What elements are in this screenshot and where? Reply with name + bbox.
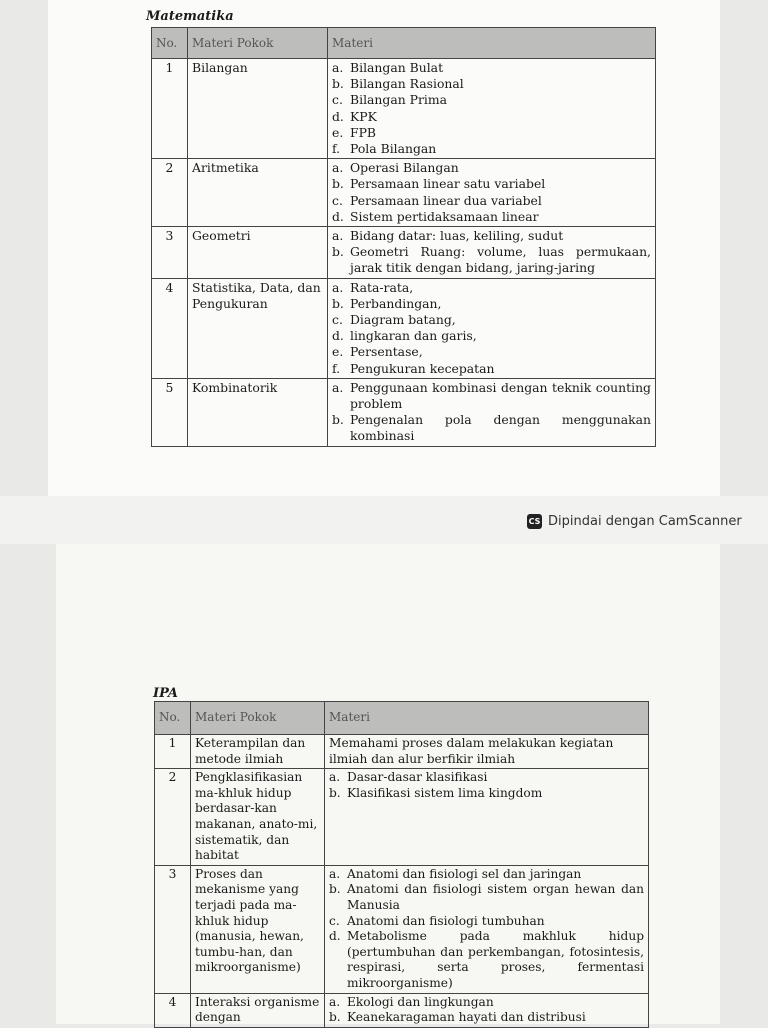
item-text: Bilangan Prima <box>350 92 447 108</box>
item-text: Pengukuran kecepatan <box>350 360 495 376</box>
table-row <box>152 159 656 227</box>
list-item <box>332 209 651 225</box>
materi-cell <box>325 865 649 993</box>
list-item <box>332 312 651 328</box>
materi-pokok-cell: Pengklasifikasian ma-khluk hidup berdasar-kan makanan, anato-mi, sistematik, dan habitat <box>191 769 325 866</box>
camscanner-text: Dipindai dengan CamScanner <box>548 513 742 529</box>
item-text: Bilangan Rasional <box>350 76 464 92</box>
item-letter: d. <box>329 929 341 944</box>
item-text: Operasi Bilangan <box>350 160 459 176</box>
item-text: Pengenalan pola dengan menggunakan kombinasi <box>350 412 651 444</box>
item-letter: d. <box>332 328 344 344</box>
materi-pokok-cell: Keterampilan dan metode ilmiah <box>191 735 325 769</box>
list-item <box>329 995 644 1011</box>
list-item <box>332 141 651 157</box>
row-number: 4 <box>152 278 188 378</box>
item-text: Bilangan Bulat <box>350 60 444 75</box>
item-letter: e. <box>332 124 344 140</box>
list-item <box>332 60 651 76</box>
item-letter: b. <box>332 295 344 311</box>
row-number: 4 <box>155 993 191 1027</box>
item-text: Geometri Ruang: volume, luas permukaan, jarak titik dengan bidang, jaring-jaring <box>350 244 651 276</box>
list-item <box>332 125 651 141</box>
item-text: Persamaan linear dua variabel <box>350 192 542 208</box>
item-letter: c. <box>332 312 343 328</box>
item-letter: c. <box>329 913 340 928</box>
table-row <box>155 993 649 1027</box>
list-item <box>329 914 644 930</box>
list-item <box>332 193 651 209</box>
header-no: No. <box>152 28 188 59</box>
table-row <box>152 59 656 159</box>
item-letter: d. <box>332 208 344 224</box>
ipa-table <box>154 701 649 1028</box>
table-header-row <box>152 28 656 59</box>
item-letter: a. <box>332 228 344 244</box>
item-letter: b. <box>329 882 341 897</box>
materi-cell <box>328 159 656 227</box>
list-item <box>332 380 651 412</box>
table-row <box>155 769 649 866</box>
materi-cell <box>328 227 656 279</box>
list-item <box>332 92 651 108</box>
table-header-row <box>155 702 649 735</box>
table-row <box>155 735 649 769</box>
list-item <box>332 328 651 344</box>
header-no: No. <box>155 702 191 735</box>
item-letter: b. <box>332 244 344 260</box>
materi-cell: Memahami proses dalam melakukan kegiatan ilmiah dan alur berfikir ilmiah <box>325 735 649 769</box>
list-item <box>332 296 651 312</box>
materi-cell <box>328 59 656 159</box>
table-row <box>152 378 656 446</box>
item-text: Persentase, <box>350 344 423 360</box>
materi-pokok-cell: Geometri <box>188 227 328 279</box>
materi-pokok-cell: Interaksi organisme dengan <box>191 993 325 1027</box>
item-text: Keanekaragaman hayati dan distribusi <box>347 1010 586 1025</box>
item-text: Metabolisme pada makhluk hidup (pertumbuhan dan perkembangan, fotosintesis, respirasi, serta proses, fermentasi mikroorganisme) <box>347 929 644 990</box>
item-text: Persamaan linear satu variabel <box>350 176 546 192</box>
item-letter: a. <box>332 279 344 295</box>
item-letter: f. <box>332 141 341 157</box>
item-letter: a. <box>329 994 341 1009</box>
list-item <box>329 929 644 991</box>
row-number: 1 <box>155 735 191 769</box>
item-letter: b. <box>332 176 344 192</box>
item-text: KPK <box>350 108 377 124</box>
ipa-title: IPA <box>153 686 178 701</box>
item-text: Anatomi dan fisiologi sel dan jaringan <box>347 866 582 881</box>
item-letter: b. <box>329 1010 341 1025</box>
materi-pokok-cell: Bilangan <box>188 59 328 159</box>
materi-pokok-cell: Kombinatorik <box>188 378 328 446</box>
item-text: Ekologi dan lingkungan <box>347 994 494 1009</box>
matematika-title: Matematika <box>146 9 234 24</box>
item-letter: a. <box>332 60 344 75</box>
item-text: lingkaran dan garis, <box>350 328 477 344</box>
row-number: 3 <box>152 227 188 279</box>
table-row <box>152 278 656 378</box>
item-letter: a. <box>332 379 344 395</box>
item-text: Anatomi dan fisiologi tumbuhan <box>347 913 545 928</box>
header-materi-pokok: Materi Pokok <box>191 702 325 735</box>
item-letter: a. <box>332 160 344 176</box>
item-text: Rata-rata, <box>350 279 414 295</box>
header-materi-pokok: Materi Pokok <box>188 28 328 59</box>
header-materi: Materi <box>328 28 656 59</box>
list-item <box>332 361 651 377</box>
item-letter: c. <box>332 92 343 108</box>
row-number: 3 <box>155 865 191 993</box>
item-text: Anatomi dan fisiologi sistem organ hewan dan Manusia <box>347 882 644 912</box>
materi-pokok-cell: Aritmetika <box>188 159 328 227</box>
row-number: 1 <box>152 59 188 159</box>
item-letter: e. <box>332 344 344 360</box>
item-letter: a. <box>329 866 341 881</box>
materi-cell <box>328 378 656 446</box>
list-item <box>329 882 644 913</box>
item-text: Bidang datar: luas, keliling, sudut <box>350 228 564 244</box>
item-text: Sistem pertidaksamaan linear <box>350 208 539 224</box>
table-row <box>155 865 649 993</box>
item-letter: d. <box>332 108 344 124</box>
camscanner-stamp <box>513 508 755 534</box>
materi-pokok-cell: Statistika, Data, dan Pengukuran <box>188 278 328 378</box>
list-item <box>332 244 651 276</box>
materi-pokok-cell: Proses dan mekanisme yang terjadi pada ma-khluk hidup (manusia, hewan, tumbu-han, dan mikroorganisme) <box>191 865 325 993</box>
row-number: 2 <box>152 159 188 227</box>
list-item <box>332 109 651 125</box>
list-item <box>332 412 651 444</box>
table-row <box>152 227 656 279</box>
list-item <box>332 76 651 92</box>
row-number: 2 <box>155 769 191 866</box>
list-item <box>332 176 651 192</box>
camscanner-icon: CS <box>527 514 542 529</box>
item-text: Perbandingan, <box>350 295 442 311</box>
item-text: Dasar-dasar klasifikasi <box>347 770 488 785</box>
item-text: Diagram batang, <box>350 312 456 328</box>
list-item <box>329 1010 644 1026</box>
matematika-table <box>151 27 656 447</box>
item-text: Penggunaan kombinasi dengan teknik counting problem <box>350 379 651 412</box>
list-item <box>332 280 651 296</box>
item-text: FPB <box>350 124 377 140</box>
item-letter: f. <box>332 360 341 376</box>
list-item <box>329 770 644 786</box>
item-letter: b. <box>329 785 341 800</box>
list-item <box>329 867 644 883</box>
list-item <box>332 160 651 176</box>
list-item <box>332 344 651 360</box>
item-text: Klasifikasi sistem lima kingdom <box>347 785 543 800</box>
materi-cell <box>328 278 656 378</box>
materi-cell <box>325 993 649 1027</box>
list-item <box>329 786 644 802</box>
item-letter: b. <box>332 412 344 428</box>
list-item <box>332 228 651 244</box>
item-text: Pola Bilangan <box>350 141 437 157</box>
header-materi: Materi <box>325 702 649 735</box>
item-letter: a. <box>329 770 341 785</box>
row-number: 5 <box>152 378 188 446</box>
item-letter: b. <box>332 76 344 92</box>
materi-cell <box>325 769 649 866</box>
item-letter: c. <box>332 192 343 208</box>
